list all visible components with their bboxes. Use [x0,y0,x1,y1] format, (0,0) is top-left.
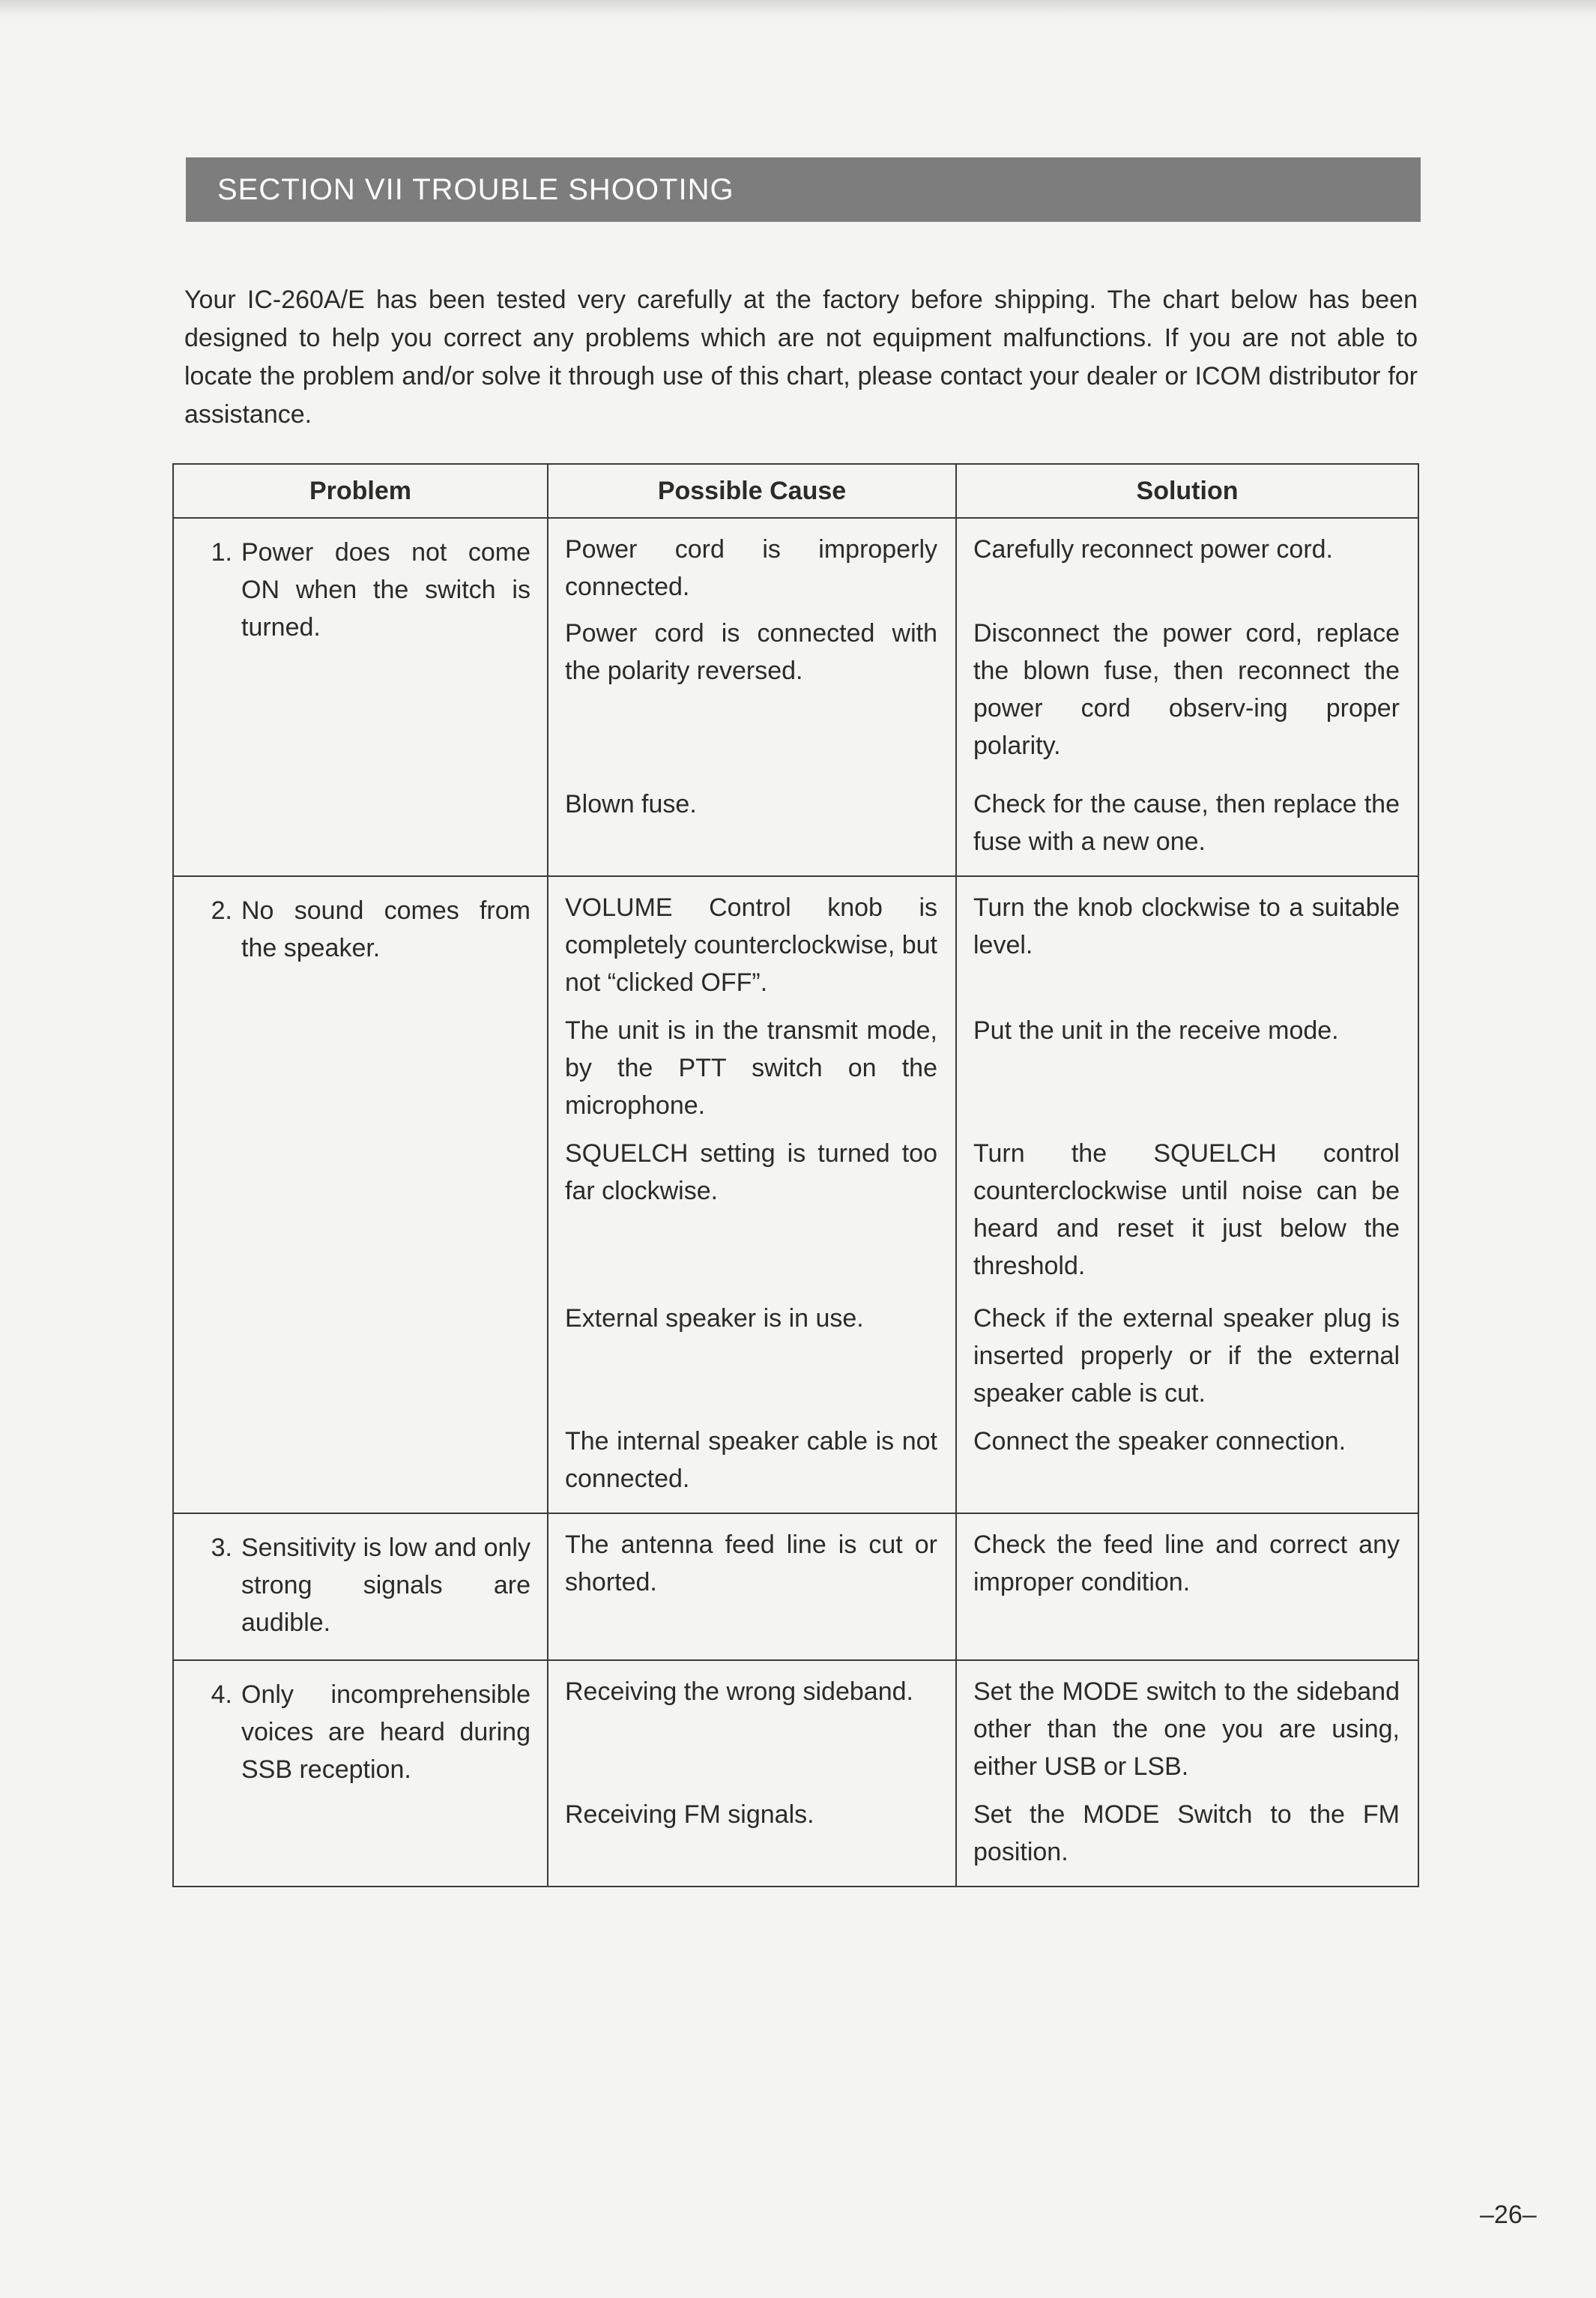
cause-cell [548,1513,956,1660]
solution-cell [956,1513,1418,1660]
cause-cell [548,1660,956,1887]
header-solution: Solution [956,464,1418,518]
table-row [173,1513,1418,1660]
table-row [173,876,1418,1513]
cause-text: SQUELCH setting is turned too far clockwise. [565,1139,937,1205]
cause-text: Blown fuse. [565,790,697,818]
cause-text: The unit is in the transmit mode, by the PTT switch on the microphone. [565,1016,937,1120]
problem-cell [173,518,548,876]
solution-text: Check if the external speaker plug is inserted properly or if the external speaker cable is cut. [973,1304,1400,1408]
solution-cell [956,1660,1418,1887]
problem-number: 2. [211,896,232,925]
cause-text: Power cord is improperly connected. [565,535,937,601]
page-number: –26– [1480,2201,1537,2229]
solution-text: Check for the cause, then replace the fuse with a new one. [973,790,1400,856]
cause-text: Receiving the wrong sideband. [565,1677,913,1706]
solution-text: Set the MODE switch to the sideband other than the one you are using, either USB or LSB. [973,1677,1400,1781]
troubleshooting-table [172,463,1419,1887]
problem-text: Sensitivity is low and only strong signals are audible. [241,1533,531,1637]
problem-number: 3. [211,1533,232,1562]
solution-text: Disconnect the power cord, replace the blown fuse, then reconnect the power cord observ-ing proper polarity. [973,619,1400,760]
problem-cell [173,1513,548,1660]
cause-text: The internal speaker cable is not connected. [565,1427,937,1493]
cause-text: Receiving FM signals. [565,1800,814,1829]
solution-text: Connect the speaker connection. [973,1427,1346,1456]
problem-cell [173,1660,548,1887]
solution-text: Set the MODE Switch to the FM position. [973,1800,1400,1866]
cause-text: The antenna feed line is cut or shorted. [565,1531,937,1596]
cause-text: Power cord is connected with the polarity reversed. [565,619,937,685]
problem-text: No sound comes from the speaker. [241,896,531,962]
table-header-row [173,464,1418,518]
problem-cell [173,876,548,1513]
solution-text: Carefully reconnect power cord. [973,535,1334,564]
solution-cell [956,518,1418,876]
problem-text: Power does not come ON when the switch is turned. [241,538,531,642]
table-row [173,518,1418,876]
section-header: SECTION VII TROUBLE SHOOTING [186,157,1421,222]
solution-text: Check the feed line and correct any improper condition. [973,1531,1400,1596]
intro-paragraph: Your IC-260A/E has been tested very carefully at the factory before shipping. The chart below has been designed to help you correct any problems which are not equipment malfunctions. If you are not able to locate the problem and/or solve it through use of this chart, please contact your dealer or ICOM distributor for assistance. [184,286,1418,429]
solution-text: Put the unit in the receive mode. [973,1016,1339,1045]
problem-text: Only incomprehensible voices are heard during SSB reception. [241,1680,531,1784]
table-row [173,1660,1418,1887]
cause-cell [548,876,956,1513]
solution-cell [956,876,1418,1513]
page-top-edge [0,0,1596,22]
problem-number: 4. [211,1680,232,1709]
cause-text: External speaker is in use. [565,1304,864,1333]
solution-text: Turn the knob clockwise to a suitable level. [973,893,1400,959]
header-problem: Problem [173,464,548,518]
header-possible-cause: Possible Cause [548,464,956,518]
cause-cell [548,518,956,876]
cause-text: VOLUME Control knob is completely counterclockwise, but not “clicked OFF”. [565,893,938,997]
solution-text: Turn the SQUELCH control counterclockwise until noise can be heard and reset it just below the threshold. [973,1139,1400,1280]
problem-number: 1. [211,538,232,567]
